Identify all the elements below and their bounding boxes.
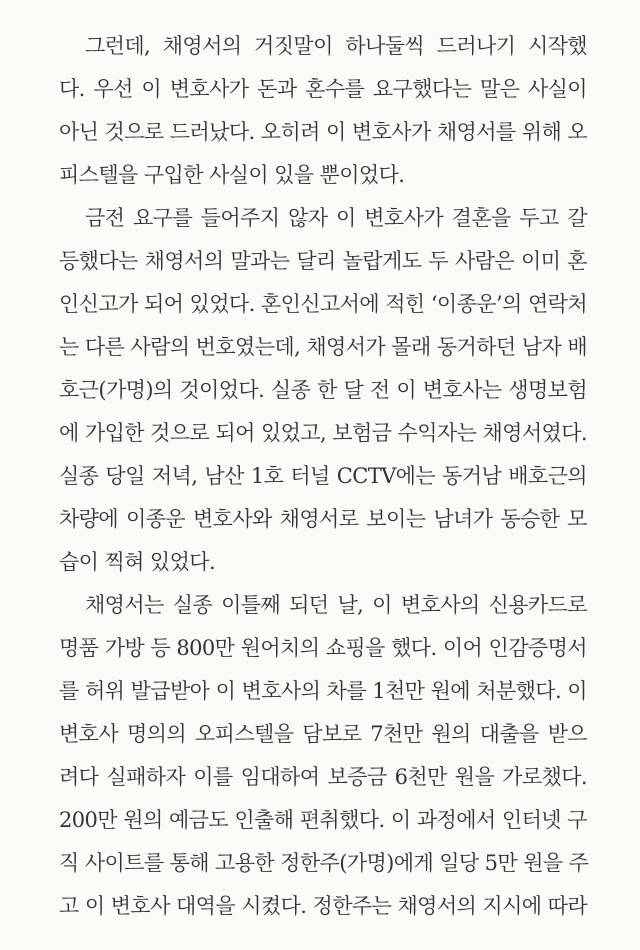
text-line: 금전 요구를 들어주지 않자 이 변호사가 결혼을 두고 갈 <box>85 206 587 230</box>
text-line: 200만 원의 예금도 인출해 편취했다. 이 과정에서 인터넷 구 <box>59 808 587 832</box>
text-line: 채영서는 실종 이틀째 되던 날, 이 변호사의 신용카드로 <box>85 593 587 617</box>
text-line: 실종 당일 저녁, 남산 1호 터널 CCTV에는 동거남 배호근의 <box>59 464 587 488</box>
text-line: 차량에 이종운 변호사와 채영서로 보이는 남녀가 동승한 모 <box>59 507 587 531</box>
text-line: 아닌 것으로 드러났다. 오히려 이 변호사가 채영서를 위해 오 <box>59 120 587 144</box>
text-line: 습이 찍혀 있었다. <box>59 550 216 574</box>
text-line: 변호사 명의의 오피스텔을 담보로 7천만 원의 대출을 받으 <box>59 722 587 746</box>
text-line: 그런데, 채영서의 거짓말이 하나둘씩 드러나기 시작했 <box>85 34 587 58</box>
text-line: 를 허위 발급받아 이 변호사의 차를 1천만 원에 처분했다. 이 <box>59 679 587 703</box>
text-line: 인신고가 되어 있었다. 혼인신고서에 적힌 ‘이종운’의 연락처 <box>59 292 587 316</box>
text-line: 명품 가방 등 800만 원어치의 쇼핑을 했다. 이어 인감증명서 <box>59 636 587 660</box>
text-line: 다. 우선 이 변호사가 돈과 혼수를 요구했다는 말은 사실이 <box>59 77 587 101</box>
text-line: 피스텔을 구입한 사실이 있을 뿐이었다. <box>59 163 405 187</box>
text-line: 고 이 변호사 대역을 시켰다. 정한주는 채영서의 지시에 따라 <box>59 894 587 918</box>
text-line: 려다 실패하자 이를 임대하여 보증금 6천만 원을 가로챘다. <box>59 765 587 789</box>
text-line: 호근(가명)의 것이었다. 실종 한 달 전 이 변호사는 생명보험 <box>59 378 587 402</box>
text-line: 는 다른 사람의 번호였는데, 채영서가 몰래 동거하던 남자 배 <box>59 335 587 359</box>
text-line: 등했다는 채영서의 말과는 달리 놀랍게도 두 사람은 이미 혼 <box>59 249 587 273</box>
text-line: 직 사이트를 통해 고용한 정한주(가명)에게 일당 5만 원을 주 <box>59 851 589 875</box>
text-line: 에 가입한 것으로 되어 있었고, 보험금 수익자는 채영서였다. <box>59 421 587 445</box>
